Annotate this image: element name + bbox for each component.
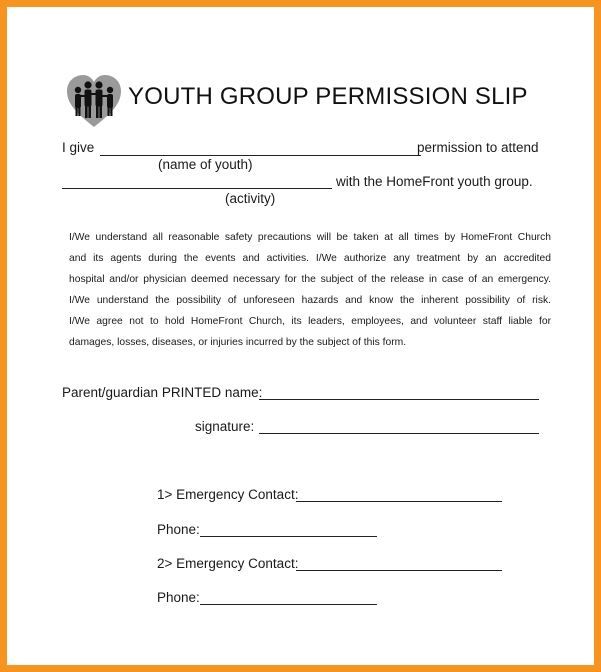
document-title: YOUTH GROUP PERMISSION SLIP [128,83,528,110]
emergency-contact-2-label: 2> Emergency Contact: [157,556,299,571]
release-paragraph [69,227,551,353]
phone-2-label: Phone: [157,590,200,605]
phone-1-field[interactable] [200,536,377,537]
printed-name-field[interactable] [259,399,539,400]
emergency-contact-2-field[interactable] [296,570,502,571]
printed-name-label: Parent/guardian PRINTED name: [62,385,263,400]
emergency-contact-1-field[interactable] [296,501,502,502]
with-group-label: with the HomeFront youth group. [336,174,533,189]
paragraph-line: damages, losses, diseases, or injuries incurred by the subject of this form. [69,337,407,348]
signature-label: signature: [195,419,255,434]
paragraph-line: I/We agree not to hold HomeFront Church, its leaders, employees, and volunteer staff liable for [69,316,551,327]
i-give-label: I give [62,140,95,155]
permission-to-attend-label: permission to attend [417,140,539,155]
family-heart-logo-icon [65,73,123,129]
activity-field[interactable] [62,188,332,189]
paragraph-line: I/We understand all reasonable safety precautions will be taken at all times by HomeFront Church [69,232,551,243]
paragraph-line: and its agents during the events and activities. I/We authorize any treatment by an accredited [69,253,551,264]
paragraph-line: hospital and/or physician deemed necessary for the subject of the release in case of an emergency. [69,274,551,285]
phone-1-label: Phone: [157,522,200,537]
youth-name-field[interactable] [100,155,421,156]
emergency-contact-1-label: 1> Emergency Contact: [157,487,299,502]
signature-field[interactable] [259,433,539,434]
activity-caption: (activity) [225,191,276,206]
paragraph-line: I/We understand the possibility of unforeseen hazards and know the inherent possibility of risk. [69,295,551,306]
phone-2-field[interactable] [200,604,377,605]
name-of-youth-caption: (name of youth) [158,157,253,172]
